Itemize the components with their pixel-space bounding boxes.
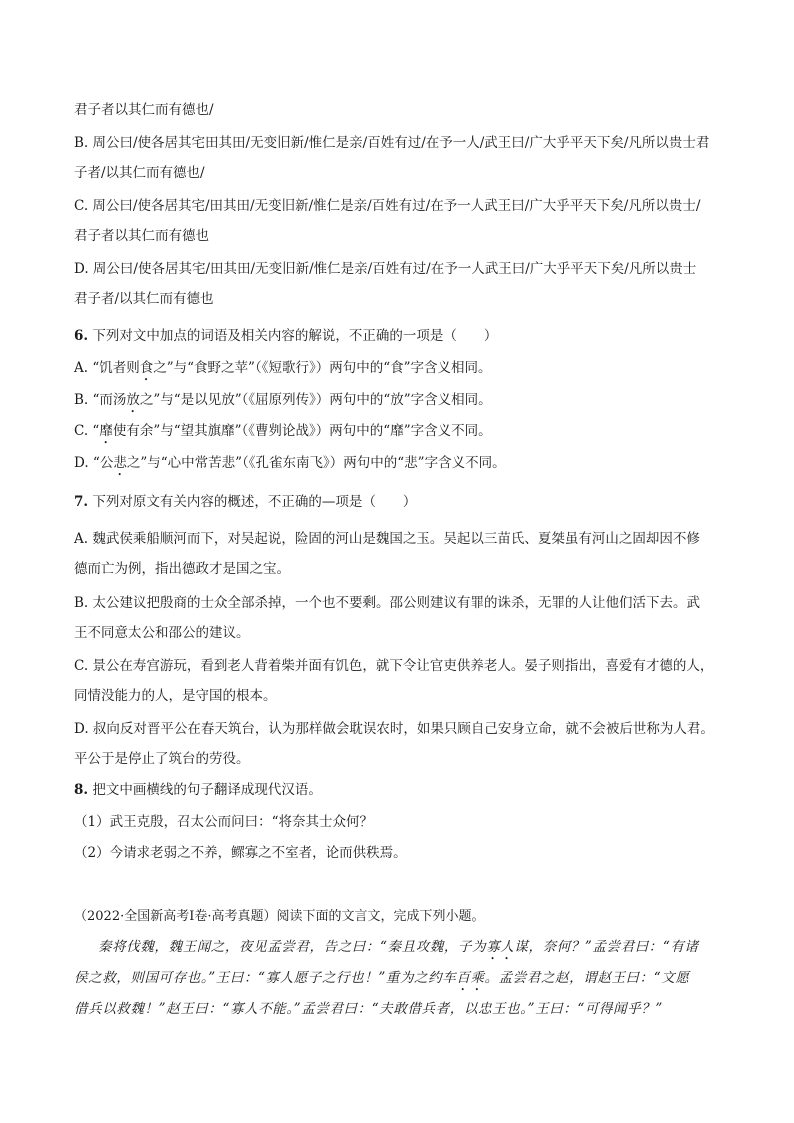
q5-option-d-line1: D. 周公曰/使各居其宅/田其田/无变旧新/惟仁是亲/百姓有过/在予一人武王曰/广大乎平天下矣/凡所以贵士: [74, 261, 697, 277]
q8-stem-line: [74, 780, 322, 800]
q7-option-a-line1: A. 魏武侯乘船顺河而下，对吴起说，险固的河山是魏国之玉。吴起以三苗氏、夏桀虽有河山之固却因不修: [74, 531, 700, 547]
passage-line-1-b: 谋，奈何？”孟尝君曰：“有诸: [514, 939, 699, 955]
q8-item-1: （1）武王克殷，召太公而问曰：“将奈其士众何？: [74, 814, 373, 830]
q6-option-a-dotted-word: 食: [139, 360, 154, 376]
q6-option-d-pre: D. “公: [74, 455, 114, 471]
passage-source: （2022·全国新高考Ⅰ卷·高考真题）阅读下面的文言文，完成下列小题。: [74, 909, 485, 924]
q7-option-b-line1: B. 太公建议把殷商的士众全部杀掉，一个也不要剩。邵公则建议有罪的诛杀，无罪的人让他们活下去。武: [74, 595, 701, 611]
q5-option-c-line1: C. 周公曰/使各居其宅/田其田/无变旧新/惟仁是亲/百姓有过/在予一人武王曰/广大乎平天下矣/凡所以贵士/: [74, 198, 701, 214]
q6-stem: 下列对文中加点的词语及相关内容的解说，不正确的一项是（ ）: [92, 328, 498, 344]
q5-option-c-line2: 君子者以其仁而有德也: [74, 228, 209, 244]
q6-option-b-dotted-word: 放: [126, 392, 140, 408]
q6-option-a-pre: A. “饥者则: [74, 360, 140, 376]
q7-stem-line: [74, 492, 416, 512]
q6-option-a: [74, 358, 492, 384]
q6-option-b-pre: B. “而汤: [74, 392, 127, 408]
passage-line-1: [98, 937, 699, 963]
q6-option-a-post: 之”与“食野之苹”（《短歌行》）两句中的“食”字含义相同。: [153, 360, 492, 376]
passage-line-1-a: 秦将伐魏，魏王闻之，夜见孟尝君，告之曰：“秦且攻魏，子为: [98, 939, 487, 955]
q7-option-d-line2: 平公于是停止了筑台的劳役。: [74, 751, 250, 767]
passage-line-2-b: 。孟尝君之赵，谓赵王曰：“文愿: [484, 970, 690, 986]
q5-option-d-line2: 君子者/以其仁而有德也: [74, 291, 214, 307]
q6-stem-line: [74, 326, 497, 346]
q5-option-a-line2: 君子者以其仁而有德也/: [74, 102, 214, 118]
q6-option-c-post: 使有余”与“望其旗靡”（《曹刿论战》）两句中的“靡”字含义不同。: [112, 423, 492, 439]
q7-stem: 下列对原文有关内容的概述，不正确的—项是（ ）: [92, 494, 417, 510]
q7-option-b-line2: 王不同意太公和邵公的建议。: [74, 625, 250, 641]
q5-option-b-line2: 子者/以其仁而有德也/: [74, 165, 205, 181]
q6-option-b-post: 之”与“是以见放”（《屈原列传》）两句中的“放”字含义相同。: [139, 392, 492, 408]
q6-option-c-pre: C. “: [74, 423, 100, 439]
passage-line-1-dotted-word: 寡人: [486, 939, 515, 955]
q7-option-c-line2: 同情没能力的人，是守国的根本。: [74, 688, 277, 704]
q8-stem: 把文中画横线的句子翻译成现代汉语。: [92, 782, 322, 798]
q8-item-2: （2）今请求老弱之不养，鳏寡之不室者，论而供秩焉。: [74, 845, 407, 861]
q6-option-c-dotted-word: 靡: [99, 423, 113, 439]
q6-option-d: [74, 453, 506, 479]
passage-line-2-a: 侯之救，则国可存也。”王曰：“寡人愿子之行也！”重为之约车: [74, 970, 457, 986]
q7-option-c-line1: C. 景公在寿宫游玩，看到老人背着柴并面有饥色，就下令让官吏供养老人。晏子则指出，喜爱有才德的人，: [74, 658, 714, 674]
q8-number: 8.: [74, 782, 89, 798]
passage-line-2: [74, 968, 689, 994]
q6-number: 6.: [74, 328, 89, 344]
q6-option-c: [74, 421, 492, 447]
passage-line-3: 借兵以救魏！”赵王曰：“寡人不能。”孟尝君曰：“夫敢借兵者，以忠王也。”王曰：“可得闻乎？”: [74, 1001, 663, 1017]
q6-option-b: [74, 390, 492, 416]
q6-option-d-post: 之”与“心中常苦悲”（《孔雀东南飞》）两句中的“悲”字含义不同。: [126, 455, 506, 471]
passage-line-2-dotted-word: 百乘: [456, 970, 485, 986]
q7-number: 7.: [74, 494, 89, 510]
q7-option-a-line2: 德而亡为例，指出德政才是国之宝。: [74, 561, 290, 577]
q6-option-d-dotted-word: 悲: [113, 455, 127, 471]
q7-option-d-line1: D. 叔向反对晋平公在春天筑台，认为那样做会耽误农时，如果只顾自己安身立命，就不会被后世称为人君。: [74, 721, 714, 737]
q5-option-b-line1: B. 周公曰/使各居其宅田其田/无变旧新/惟仁是亲/百姓有过/在予一人/武王曰/广大乎平天下矣/凡所以贵士君: [74, 135, 710, 151]
